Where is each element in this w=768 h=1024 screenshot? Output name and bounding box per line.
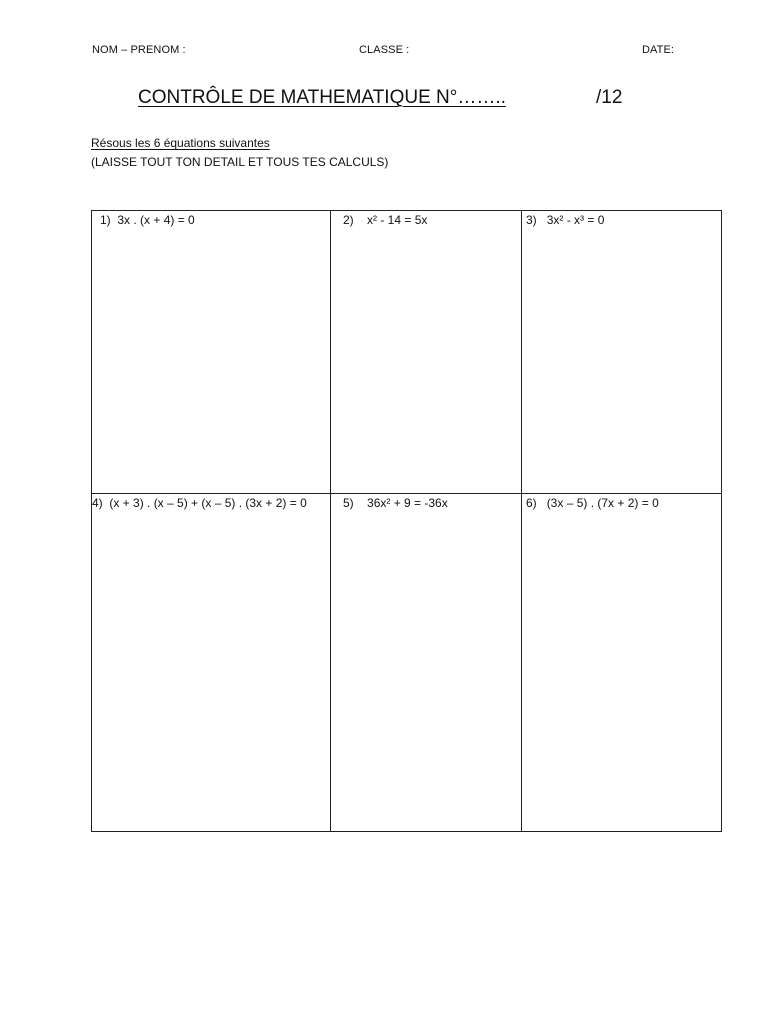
exercise-6[interactable] — [526, 496, 659, 510]
instruction-note: (LAISSE TOUT TON DETAIL ET TOUS TES CALCULS) — [91, 155, 389, 169]
exercise-number: 3) — [526, 213, 537, 227]
exercise-equation: 36x² + 9 = -36x — [367, 496, 448, 510]
exercise-2[interactable] — [343, 213, 427, 227]
exercise-equation: 3x² - x³ = 0 — [546, 213, 605, 227]
instruction-heading: Résous les 6 équations suivantes — [91, 136, 270, 150]
exercise-4[interactable] — [92, 496, 307, 510]
exercise-equation: x² - 14 = 5x — [367, 213, 428, 227]
exercise-1[interactable] — [100, 213, 195, 227]
name-label: NOM – PRENOM : — [92, 44, 186, 56]
class-label: CLASSE : — [359, 44, 410, 56]
grid-divider — [92, 493, 721, 494]
score-total: /12 — [596, 87, 623, 108]
exercise-number: 2) — [343, 213, 354, 227]
exercise-number: 4) — [92, 496, 103, 510]
exercise-equation: (x + 3) . (x – 5) + (x – 5) . (3x + 2) = 0 — [109, 496, 307, 510]
grid-divider — [330, 211, 331, 831]
date-label: DATE: — [642, 44, 675, 56]
page-title: CONTRÔLE DE MATHEMATIQUE N°…….. — [138, 87, 506, 108]
exercise-number: 6) — [526, 496, 537, 510]
exercise-3[interactable] — [526, 213, 604, 227]
exercise-number: 5) — [343, 496, 354, 510]
exercise-number: 1) — [100, 213, 111, 227]
exercise-5[interactable] — [343, 496, 448, 510]
exercise-equation: (3x – 5) . (7x + 2) = 0 — [546, 496, 659, 510]
grid-divider — [521, 211, 522, 831]
exercise-equation: 3x . (x + 4) = 0 — [117, 213, 195, 227]
exercise-grid — [91, 210, 722, 832]
